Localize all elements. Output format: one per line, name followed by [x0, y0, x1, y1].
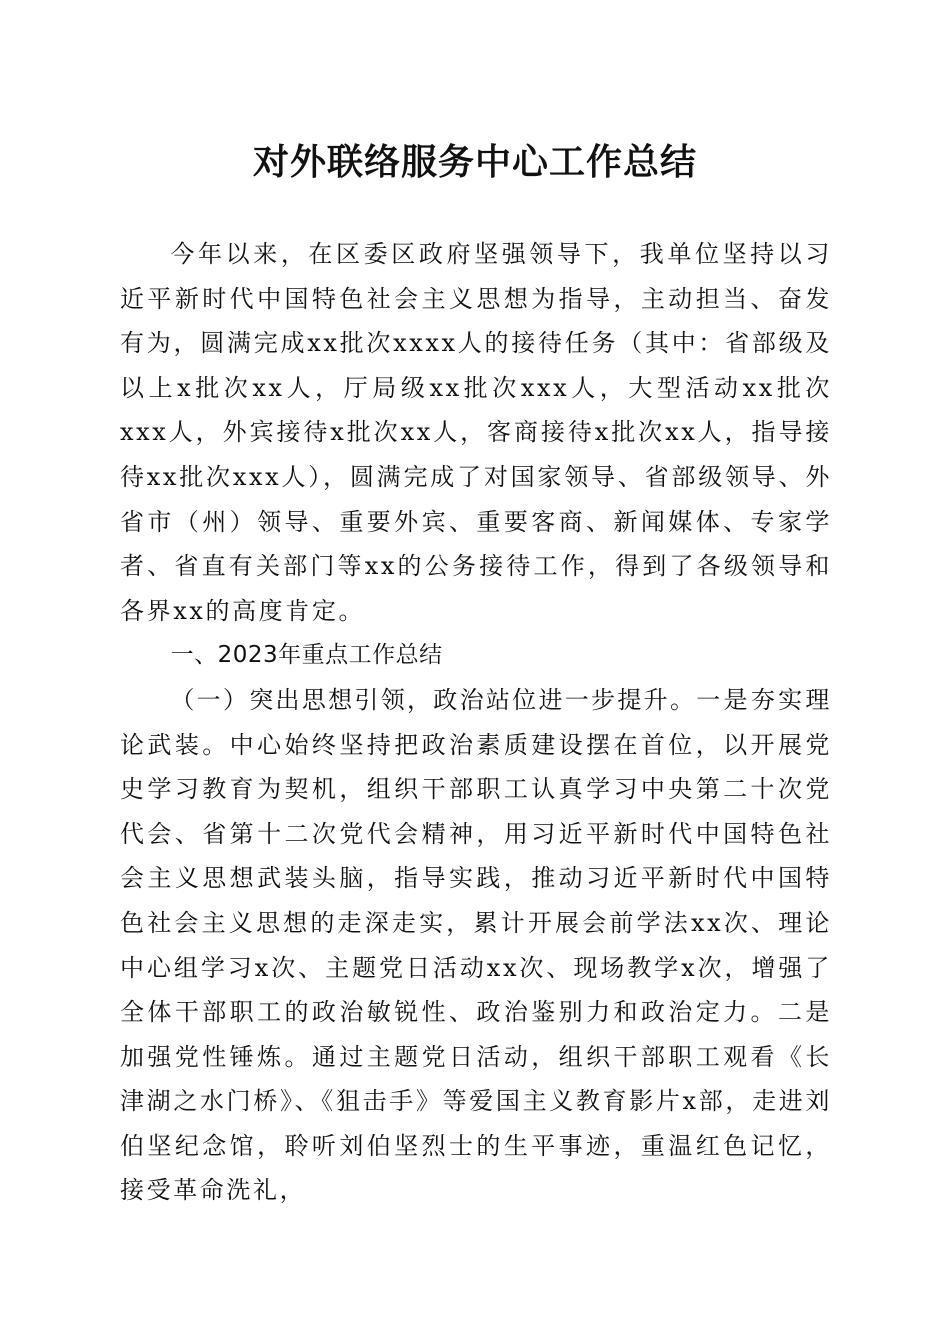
- subsection-heading: （一）突出思想引领，政治站位进一步提升。: [170, 685, 697, 714]
- intro-paragraph: 今年以来，在区委区政府坚强领导下，我单位坚持以习近平新时代中国特色社会主义思想为指导，主动担当、奋发有为，圆满完成xx批次xxxx人的接待任务（其中：省部级及以上x批次xx人，厅局级xx批次xxx人，大型活动xx批次xxx人，外宾接待x批次xx人，客商接待x批次xx人，指导接待xx批次xxx人），圆满完成了对国家领导、省部级领导、外省市（州）领导、重要外宾、重要客商、新闻媒体、专家学者、省直有关部门等xx的公务接待工作，得到了各级领导和各界xx的高度肯定。: [120, 240, 832, 625]
- section-heading: 一、2023年重点工作总结: [170, 642, 443, 669]
- subsection-paragraph: [120, 678, 832, 1213]
- document-body: [120, 232, 832, 1213]
- document-title: 对外联络服务中心工作总结: [252, 141, 697, 183]
- subsection-body: 一是夯实理论武装。中心始终坚持把政治素质建设摆在首位，以开展党史学习教育为契机，组织干部职工认真学习中央第二十次党代会、省第十二次党代会精神，用习近平新时代中国特色社会主义思想武装头脑，指导实践，推动习近平新时代中国特色社会主义思想的走深走实，累计开展会前学法xx次、理论中心组学习x次、主题党日活动xx次、现场教学x次，增强了全体干部职工的政治敏锐性、政治鉴别力和政治定力。二是加强党性锤炼。通过主题党日活动，组织干部职工观看《长津湖之水门桥》、《狙击手》等爱国主义教育影片x部，走进刘伯坚纪念馆，聆听刘伯坚烈士的生平事迹，重温红色记忆，接受革命洗礼，: [120, 685, 833, 1205]
